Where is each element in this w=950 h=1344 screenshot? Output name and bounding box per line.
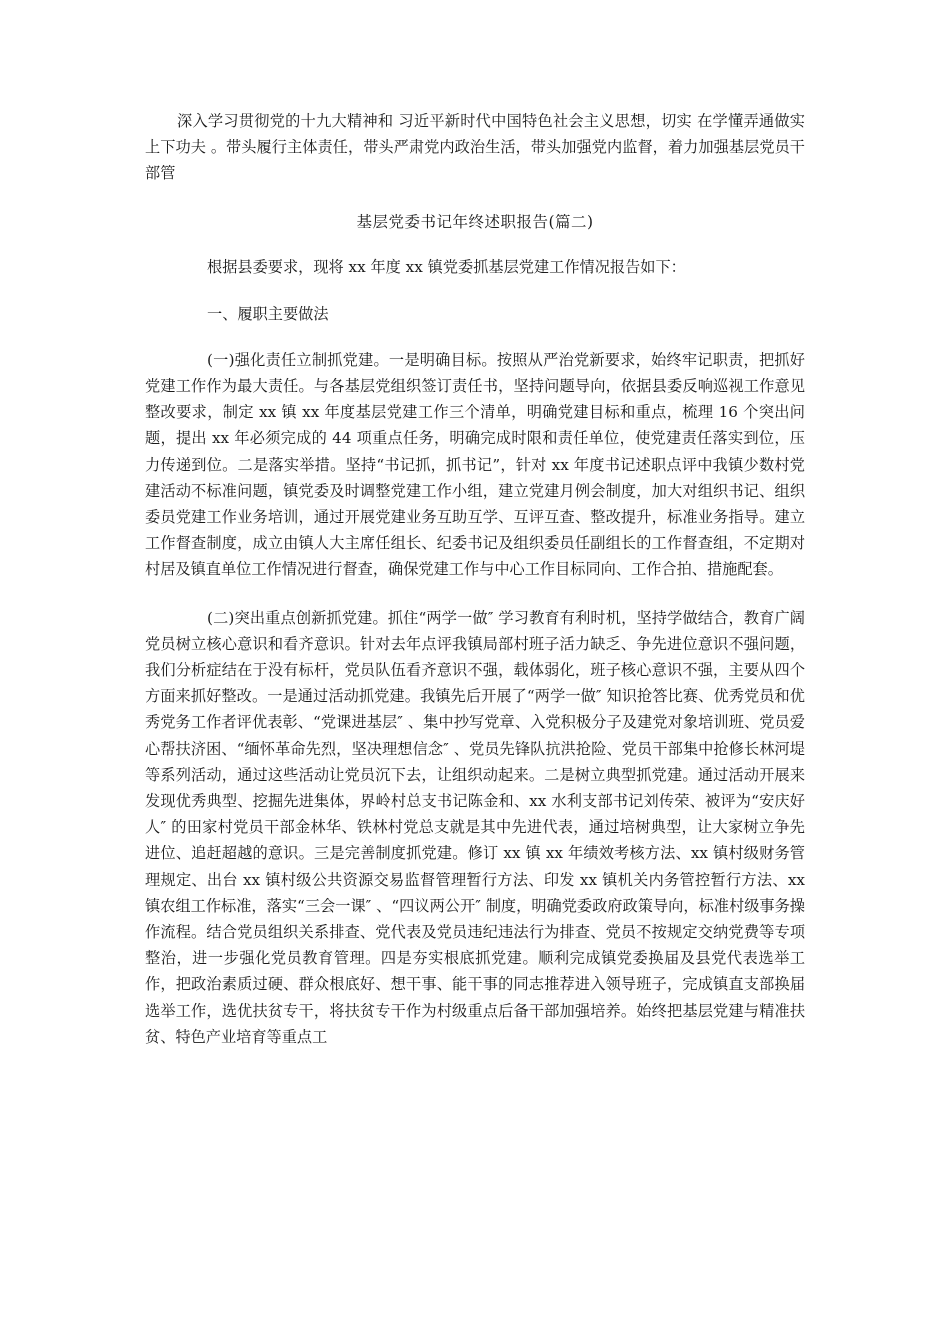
opening-paragraph: 深入学习贯彻党的十九大精神和 习近平新时代中国特色社会主义思想，切实 在学懂弄通做实上下功夫 。带头履行主体责任，带头严肃党内政治生活，带头加强党内监督，着力加强基层党员干部管 xyxy=(145,112,805,183)
section-heading: 一、履职主要做法 xyxy=(207,304,329,323)
document-page xyxy=(145,108,805,1050)
report-title: 基层党委书记年终述职报告(篇二) xyxy=(356,212,594,231)
intro-paragraph: 根据县委要求，现将 xx 年度 xx 镇党委抓基层党建工作情况报告如下： xyxy=(207,257,686,276)
body-paragraph-2: (二)突出重点创新抓党建。抓住“两学一做″ 学习教育有利时机，坚持学做结合，教育广阔党员树立核心意识和看齐意识。针对去年点评我镇局部村班子活力缺乏、争先进位意识不强问题，我们分析症结在于没有标杆，党员队伍看齐意识不强，载体弱化，班子核心意识不强，主要从四个方面来抓好整改。一是通过活动抓党建。我镇先后开展了“两学一做″ 知识抢答比赛、优秀党员和优秀党务工作者评优表彰、“党课进基层″ 、集中抄写党章、入党积极分子及建党对象培训班、党员爱心帮扶济困、“缅怀革命先烈，坚决理想信念″ 、党员先锋队抗洪抢险、党员干部集中抢修长林河堤等系列活动，通过这些活动让党员沉下去，让组织动起来。二是树立典型抓党建。通过活动开展来发现优秀典型、挖掘先进集体，界岭村总支书记陈金和、xx 水利支部书记刘传荣、被评为“安庆好人″ 的田家村党员干部金林华、铁林村党总支就是其中先进代表，通过培树典型，让大家树立争先进位、追赶超越的意识。三是完善制度抓党建。修订 xx 镇 xx 年绩效考核方法、xx 镇村级财务管理规定、出台 xx 镇村级公共资源交易监督管理暂行方法、印发 xx 镇机关内务管控暂行方法、xx 镇农组工作标准，落实“三会一课″ 、“四议两公开″ 制度，明确党委政府政策导向，标准村级事务操作流程。结合党员组织关系排查、党代表及党员违纪违法行为排查、党员不按规定交纳党费等专项整治，进一步强化党员教育管理。四是夯实根底抓党建。顺利完成镇党委换届及县党代表选举工作，把政治素质过硬、群众根底好、想干事、能干事的同志推荐进入领导班子，完成镇直支部换届选举工作，选优扶贫专干，将扶贫专干作为村级重点后备干部加强培养。始终把基层党建与精准扶贫、特色产业培育等重点工 xyxy=(145,608,805,1046)
body-paragraph-1: (一)强化责任立制抓党建。一是明确目标。按照从严治党新要求，始终牢记职责，把抓好党建工作作为最大责任。与各基层党组织签订责任书，坚持问题导向，依据县委反响巡视工作意见整改要求，制定 xx 镇 xx 年度基层党建工作三个清单，明确党建目标和重点，梳理 16 个突出问题，提出 xx 年必须完成的 44 项重点任务，明确完成时限和责任单位，使党建责任落实到位，压力传递到位。二是落实举措。坚持“书记抓，抓书记”，针对 xx 年度书记述职点评中我镇少数村党建活动不标准问题，镇党委及时调整党建工作小组，建立党建月例会制度，加大对组织书记、组织委员党建工作业务培训，通过开展党建业务互助互学、互评互查、整改提升，标准业务指导。建立工作督查制度，成立由镇人大主席任组长、纪委书记及组织委员任副组长的工作督查组，不定期对村居及镇直单位工作情况进行督查，确保党建工作与中心工作目标同向、工作合拍、措施配套。 xyxy=(145,350,805,579)
